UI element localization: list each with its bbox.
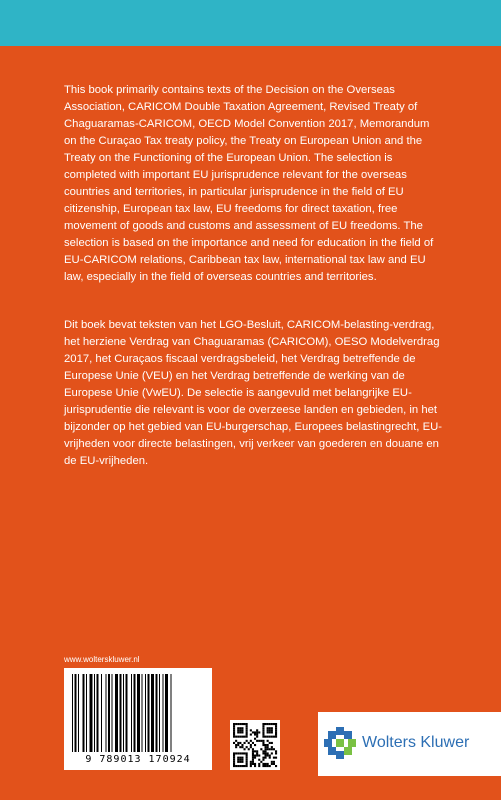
publisher-logo-text: Wolters Kluwer [362,734,470,751]
qr-code-icon [230,720,280,770]
publisher-website[interactable]: www.wolterskluwer.nl [64,655,140,664]
barcode-number: 9 789013 170924 [85,754,191,765]
top-color-band [0,0,501,46]
qr-code [230,720,280,770]
english-description [64,82,444,286]
dutch-description [64,317,444,470]
publisher-logo [318,712,501,776]
barcode-icon [64,668,212,754]
english-paragraph: This book primarily contains texts of the Decision on the Overseas Association, CARICOM Double Taxation Agreement, Revised Treaty of Chaguaramas-CARICOM, OECD Model Convention 2017, Memorandum on the Curaçao Tax treaty policy, the Treaty on European Union and the Treaty on the Functioning of the European Union. The selection is completed with important EU jurisprudence relevant for the overseas countries and territories, in particular jurisprudence in the field of EU citizenship, European tax law, EU freedoms for direct taxation, free movement of goods and customs and assessment of EU freedoms. The selection is based on the importance and need for education in the field of EU-CARICOM relations, Caribbean tax law, international tax law and EU law, especially in the field of overseas countries and territories. [64,84,434,283]
dutch-paragraph: Dit boek bevat teksten van het LGO-Besluit, CARICOM-belasting-verdrag, het herziene Verdrag van Chaguaramas (CARICOM), OESO Modelverdrag 2017, het Curaçaos fiscaal verdragsbeleid, het Verdrag betreffende de Europese Unie (VEU) en het Verdrag betreffende de werking van de Europese Unie (VwEU). De selectie is aangevuld met belangrijke EU-jurisprudentie die relevant is voor de overzeese landen en gebieden, in het bijzonder op het gebied van EU-burgerschap, Europees belastingrecht, EU-vrijheden voor directe belastingen, vrij verkeer van goederen en douane en de EU-vrijheden. [64,319,443,467]
wolters-kluwer-logo-icon [318,712,358,776]
isbn-barcode [64,668,212,770]
